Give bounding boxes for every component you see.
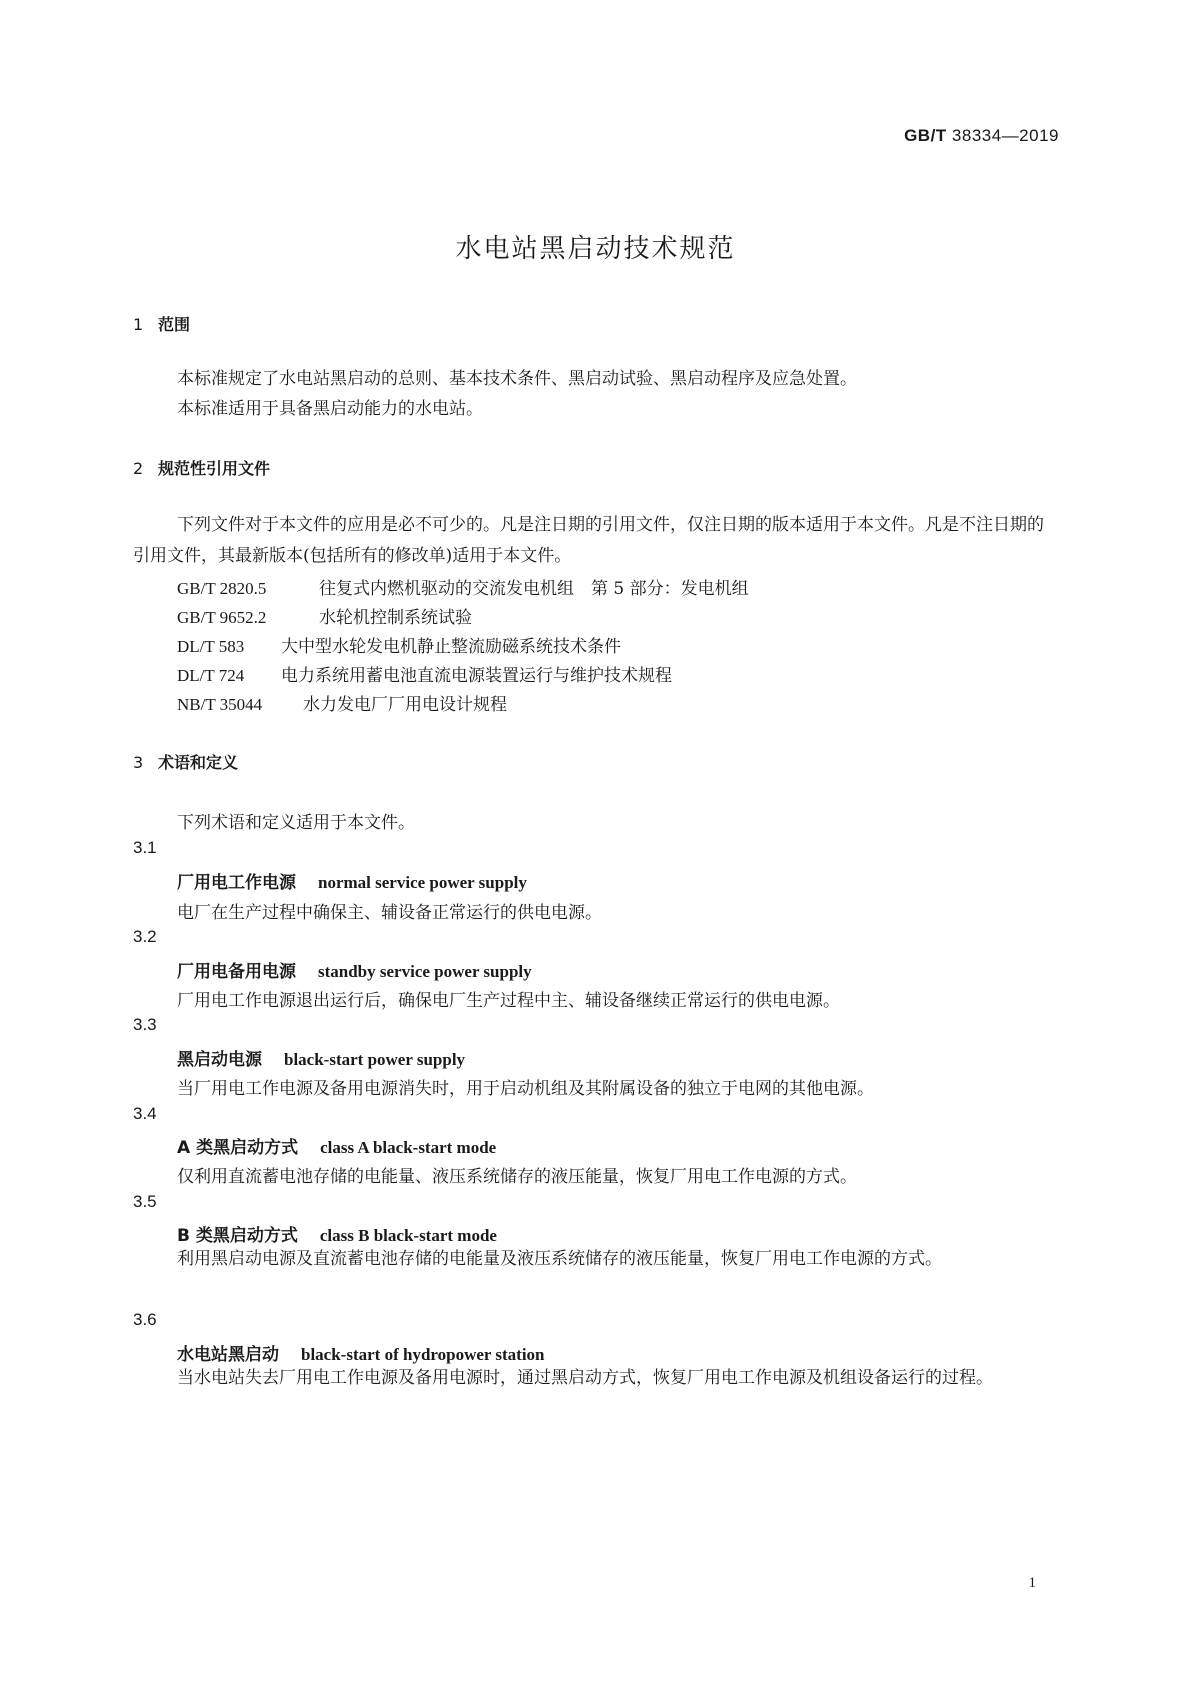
term-number: 3.1: [133, 838, 157, 857]
reference-item: [177, 690, 507, 715]
term-heading: [177, 1045, 465, 1070]
term-heading: [177, 868, 527, 893]
term-number: 3.4: [133, 1104, 157, 1123]
term-en: standby service power supply: [318, 962, 532, 981]
term-heading: [177, 1340, 545, 1365]
section-number: 1: [133, 315, 144, 334]
term-en: black-start power supply: [284, 1050, 466, 1069]
reference-item: [177, 632, 621, 657]
section-number: 2: [133, 459, 144, 478]
scope-paragraph-1: 本标准规定了水电站黑启动的总则、基本技术条件、黑启动试验、黑启动程序及应急处置。: [177, 369, 857, 389]
term-definition: 当水电站失去厂用电工作电源及备用电源时，通过黑启动方式，恢复厂用电工作电源及机组设备运行的过程。: [177, 1368, 993, 1388]
scope-paragraph-2: 本标准适用于具备黑启动能力的水电站。: [177, 399, 483, 419]
term-definition: 利用黑启动电源及直流蓄电池存储的电能量及液压系统储存的液压能量，恢复厂用电工作电源的方式。: [177, 1249, 942, 1269]
term-zh: 黑启动电源: [177, 1050, 262, 1070]
reference-code: DL/T 724: [177, 666, 245, 685]
term-heading: [177, 1221, 497, 1246]
term-en: class A black-start mode: [320, 1138, 497, 1157]
page-number: 1: [1028, 1575, 1036, 1591]
term-heading: [177, 1133, 496, 1158]
terms-intro: 下列术语和定义适用于本文件。: [177, 813, 415, 833]
term-definition: 当厂用电工作电源及备用电源消失时，用于启动机组及其附属设备的独立于电网的其他电源。: [177, 1079, 874, 1099]
section-title: 规范性引用文件: [158, 459, 271, 478]
standard-code: 38334—2019: [951, 126, 1059, 145]
term-en: class B black-start mode: [319, 1226, 497, 1245]
section-title: 范围: [158, 315, 191, 334]
term-number: 3.6: [133, 1310, 157, 1329]
document-title: 水电站黑启动技术规范: [455, 234, 736, 264]
section-number: 3: [133, 753, 144, 772]
term-number: 3.2: [133, 927, 157, 946]
term-zh: A 类黑启动方式: [177, 1138, 299, 1158]
term-definition: 电厂在生产过程中确保主、辅设备正常运行的供电电源。: [177, 903, 602, 923]
reference-code: NB/T 35044: [177, 695, 263, 714]
standard-number: [904, 126, 1059, 146]
standard-prefix: GB/T: [904, 126, 947, 145]
reference-code: DL/T 583: [177, 637, 245, 656]
section-heading-scope: [133, 312, 190, 335]
term-en: normal service power supply: [318, 873, 527, 892]
section-title: 术语和定义: [158, 753, 239, 772]
term-number: 3.3: [133, 1015, 157, 1034]
term-number: 3.5: [133, 1192, 157, 1211]
term-zh: 厂用电备用电源: [177, 962, 296, 982]
reference-title: 水轮机控制系统试验: [319, 608, 472, 628]
term-zh: B 类黑启动方式: [177, 1226, 298, 1246]
section-heading-terms: [133, 750, 238, 773]
reference-code: GB/T 9652.2: [177, 608, 267, 627]
reference-title: 大中型水轮发电机静止整流励磁系统技术条件: [281, 637, 621, 657]
term-en: black-start of hydropower station: [301, 1345, 545, 1364]
term-heading: [177, 957, 532, 982]
reference-item: [177, 603, 472, 628]
section-heading-refs: [133, 456, 270, 479]
reference-code: GB/T 2820.5: [177, 579, 267, 598]
reference-title: 水力发电厂厂用电设计规程: [303, 695, 507, 715]
reference-title: 往复式内燃机驱动的交流发电机组 第 5 部分：发电机组: [319, 579, 749, 599]
reference-title: 电力系统用蓄电池直流电源装置运行与维护技术规程: [281, 666, 672, 686]
term-zh: 厂用电工作电源: [177, 873, 296, 893]
reference-item: [177, 661, 672, 686]
reference-item: [177, 574, 749, 599]
refs-intro-paragraph: 下列文件对于本文件的应用是必不可少的。凡是注日期的引用文件，仅注日期的版本适用于本文件。凡是不注日期的引用文件，其最新版本(包括所有的修改单)适用于本文件。: [133, 515, 1044, 566]
term-definition: 仅利用直流蓄电池存储的电能量、液压系统储存的液压能量，恢复厂用电工作电源的方式。: [177, 1167, 857, 1187]
term-zh: 水电站黑启动: [177, 1345, 279, 1365]
term-definition: 厂用电工作电源退出运行后，确保电厂生产过程中主、辅设备继续正常运行的供电电源。: [177, 991, 840, 1011]
